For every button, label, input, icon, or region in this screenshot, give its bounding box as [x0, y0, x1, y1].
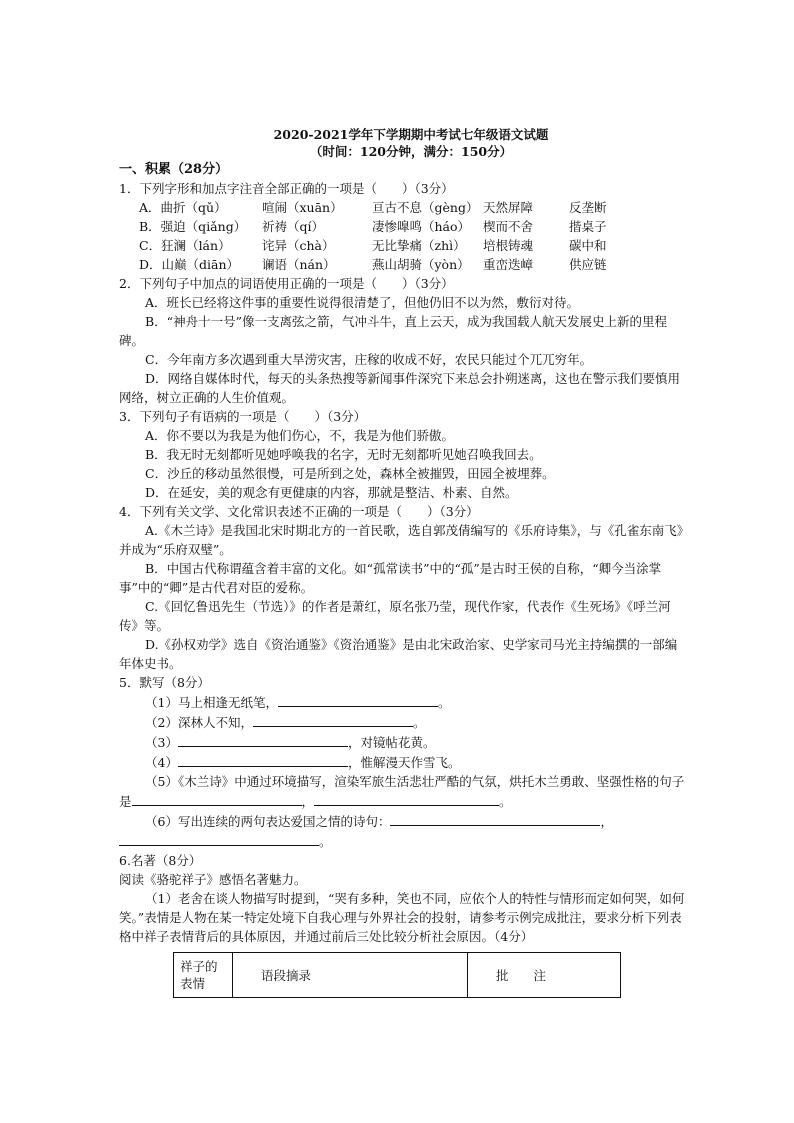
dictation-prompt: （4）: [145, 755, 178, 770]
dictation-line-1: [119, 692, 689, 712]
question-2-option-b: B．“神舟十一号”像一支离弦之箭，气冲斗牛，直上云天，成为我国载人航天发展史上新的里程碑。: [119, 314, 667, 348]
dictation-prompt: （5）《木兰诗》中通过环境描写，渲染军旅生活悲壮严酷的气氛，烘托木兰勇敢、坚强性格的句子是: [119, 774, 685, 809]
dictation-line-5: [119, 772, 689, 811]
option-cell: 反垄断: [569, 200, 607, 215]
option-cell: C．狂澜（lán）: [139, 238, 231, 253]
question-1-stem: 1．下列字形和加点字注音全部正确的一项是（ ）（3分）: [119, 181, 454, 196]
question-1-row-b: [119, 217, 689, 236]
dictation-prompt: （6）写出连续的两句表达爱国之情的诗句：: [145, 814, 391, 829]
question-5-stem: 5．默写（8分）: [119, 675, 210, 690]
punctuation: 。: [437, 695, 451, 710]
answer-blank[interactable]: [178, 752, 348, 767]
exam-subtitle: （时间：120分钟，满分：150分）: [309, 144, 513, 159]
exam-content: [119, 126, 689, 998]
option-cell: 燕山胡骑（yòn）: [372, 257, 470, 272]
table-header-row: [174, 953, 621, 998]
question-3-option-d: D．在延安，美的观念有更健康的内容，那就是整洁、朴素、自然。: [145, 485, 518, 500]
punctuation: ，: [301, 794, 315, 809]
question-4-option-b: B．中国古代称谓蕴含着丰富的文化。如“孤常读书”中的“孤”是古时王侯的自称，“卿今当涂掌事”中的“卿”是古代君对臣的爱称。: [119, 561, 662, 595]
question-2-option-c: C．今年南方多次遇到重大旱涝灾害，庄稼的收成不好，农民只能过个兀兀穷年。: [145, 352, 593, 367]
option-cell: D．山巅（diān）: [139, 257, 240, 272]
section-heading: 一、积累（28分）: [119, 162, 229, 177]
option-cell: 无比挚痛（zhì）: [372, 238, 466, 253]
question-6-part-1: （1）老舍在谈人物描写时提到，“哭有多种，笑也不同，应依个人的特性与情形而定如何哭，如何笑。”表情是人物在某一特定处境下自我心理与外界社会的投射，请参考示例完成批注，要求分析下列表格中祥子表情背后的具体原因，并通过前后三处比较分析社会原因。（4分）: [119, 891, 685, 944]
question-6-intro: 阅读《骆驼祥子》感悟名著魅力。: [119, 872, 307, 887]
question-4-stem: 4．下列有关文学、文化常识表述不正确的一项是（ ）（3分）: [119, 504, 479, 519]
option-cell: 楔而不舍: [483, 219, 534, 234]
annotation-table: [173, 952, 621, 998]
option-cell: 祈祷（qí）: [262, 219, 324, 234]
dictation-prompt: ，惟解漫天作雪飞。: [347, 755, 461, 770]
answer-blank[interactable]: [178, 732, 348, 747]
question-3-option-c: C．沙丘的移动虽然很慢，可是所到之处，森林全被摧毁，田园全被埋葬。: [145, 466, 555, 481]
exam-title: 2020-2021学年下学期期中考试七年级语文试题: [273, 127, 549, 142]
answer-blank[interactable]: [253, 712, 413, 727]
question-2-option-d: D．网络自媒体时代，每天的头条热搜等新闻事件深究下来总会扑朔迷离，这也在警示我们要慎用网络，树立正确的人生价值观。: [119, 371, 681, 405]
option-cell: 亘古不息（gèng）: [372, 200, 479, 215]
question-3-option-b: B．我无时无刻都听见她呼唤我的名字，无时无刻都听见她召唤我回去。: [145, 447, 542, 462]
question-3-stem: 3．下列句子有语病的一项是（ ）（3分）: [119, 409, 367, 424]
dictation-line-6: [119, 811, 689, 851]
dictation-prompt: ，对镜帖花黄。: [347, 735, 436, 750]
question-1-row-a: [119, 198, 689, 217]
option-cell: A．曲折（qǔ）: [139, 200, 227, 215]
punctuation: ，: [600, 814, 613, 829]
question-2-option-a: A．班长已经将这件事的重要性说得很清楚了，但他仍旧不以为然，敷衍对待。: [145, 295, 580, 310]
answer-blank[interactable]: [390, 811, 600, 826]
option-cell: 碳中和: [569, 238, 607, 253]
table-header-cell: 语段摘录: [233, 953, 468, 998]
punctuation: 。: [319, 834, 332, 849]
punctuation: 。: [499, 794, 512, 809]
question-1-row-d: [119, 255, 689, 274]
answer-blank[interactable]: [119, 831, 319, 846]
question-4-option-c: C.《回忆鲁迅先生（节选）》的作者是萧红，原名张乃莹，现代作家，代表作《生死场》《呼兰河传》等。: [119, 599, 671, 633]
question-6-stem: 6.名著（8分）: [119, 853, 202, 868]
table-header-cell: 祥子的表情: [174, 953, 233, 998]
answer-blank[interactable]: [314, 791, 499, 806]
dictation-prompt: （2）深林人不知，: [145, 715, 253, 730]
answer-blank[interactable]: [278, 692, 438, 707]
option-cell: 天然屏障: [483, 200, 534, 215]
question-1-row-c: [119, 236, 689, 255]
answer-blank[interactable]: [132, 791, 302, 806]
dictation-line-2: [119, 712, 689, 732]
question-2-stem: 2．下列句子中加点的词语使用正确的一项是（ ）（3分）: [119, 276, 454, 291]
dictation-line-4: [119, 752, 689, 772]
option-cell: 喧闹（xuān）: [262, 200, 343, 215]
dictation-line-3: [119, 732, 689, 752]
option-cell: 揩桌子: [569, 219, 607, 234]
table-header-cell: 批 注: [468, 953, 621, 998]
option-cell: 重峦迭嶂: [483, 257, 534, 272]
question-4-option-a: A.《木兰诗》是我国北宋时期北方的一首民歌，选自郭茂倩编写的《乐府诗集》，与《孔雀东南飞》并成为“乐府双璧”。: [119, 523, 684, 557]
option-cell: 凄惨嘷鸣（háo）: [372, 219, 471, 234]
option-cell: B．强迫（qiǎng）: [139, 219, 247, 234]
punctuation: 。: [412, 715, 426, 730]
option-cell: 供应链: [569, 257, 607, 272]
dictation-prompt: （3）: [145, 735, 178, 750]
dictation-prompt: （1）马上相逢无纸笔，: [145, 695, 278, 710]
question-4-option-d: D.《孙权劝学》选自《资治通鉴》《资治通鉴》是由北宋政治家、史学家司马光主持编撰的一部编年体史书。: [119, 637, 678, 671]
option-cell: 培根铸魂: [483, 238, 534, 253]
option-cell: 谰语（nán）: [262, 257, 336, 272]
option-cell: 诧异（chà）: [262, 238, 335, 253]
question-3-option-a: A．你不要以为我是为他们伤心，不，我是为他们骄傲。: [145, 428, 455, 443]
